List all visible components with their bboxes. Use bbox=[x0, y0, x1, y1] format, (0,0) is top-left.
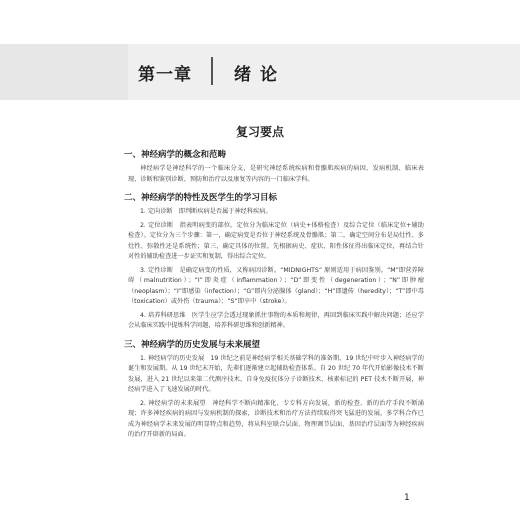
paragraph: 1. 神经病学的历史发展 19 世纪之前是神经病学相关基础学科的准备期，19 世纪中叶步入神经病学的诞生和发展期。从 19 世纪末开始，先辈们逐渐建立起辅助检查体系。自 20 世纪 70 年代开始影像技术不断发展，进入 21 世纪以来第二代测序技术、自身免疫抗体分子诊断技术、核素标记的 PET 技术不断开展，神经病学进入了飞速发展的时代。 bbox=[128, 354, 424, 393]
page-content bbox=[124, 142, 424, 444]
paragraph: 1. 定向诊断 即判断疾病是否属于神经科疾病。 bbox=[140, 208, 272, 215]
chapter-divider bbox=[211, 57, 213, 85]
section-heading: 二、神经病学的特性及医学生的学习目标 bbox=[124, 193, 278, 203]
banner-accent bbox=[0, 44, 128, 100]
paragraph: 神经病学是神经科学的一个临床分支，是研究神经系统疾病和骨骼肌疾病的病因、发病机制、临床表现、诊断和鉴别诊断、预防和治疗以及康复等内容的一门临床学科。 bbox=[128, 165, 424, 183]
section-heading: 一、神经病学的概念和范畴 bbox=[124, 150, 227, 160]
chapter-title: 绪论 bbox=[234, 65, 286, 85]
chapter-label: 第一章 bbox=[138, 65, 192, 85]
paragraph: 2. 神经病学的未来展望 神经科学不断向精准化、专专科方向发展，新的检查、新的治疗手段不断涌现；许多神经疾病的病因与发病机制的探索，诊断技术和治疗方法持续取得突飞猛进的发展，多学科合作已成为神经病学未来发展的明显特点和趋势，将从科室联合层面、物理调节层面、基因治疗层面等为神经疾病的治疗开辟新的局面。 bbox=[128, 399, 424, 438]
paragraph: 4. 培养科研思维 医学生应学会透过现象抓住事物的本质和规律，再回到临床实践中解决问题；还应学会从临床实践中提炼科学问题，培养科研思维和创新精神。 bbox=[128, 311, 424, 329]
section-heading: 三、神经病学的历史发展与未来展望 bbox=[124, 339, 261, 350]
paragraph: 3. 定性诊断 是确定病变的性质，又称病因诊断。“MIDNIGHTS” 原则适用于病因鉴别。“M”即营养障碍（malnutrition）；“I”即炎症（inflammation）；“D”即变性（degeneration）；“N”即肿瘤（neoplasm）；“I”即感染（infection）；“G”即内分泌腺体（gland）；“H”即遗传（heredity）；“T”即中毒（toxication）或外伤（trauma）；“S”即卒中（stroke）。 bbox=[128, 266, 424, 305]
paragraph: 2. 定位诊断 指表明病变的部位。定位分为临床定位（病史+体格检查）及综合定位（临床定位+辅助检查）。定位分为三个步骤：第一，确定病变是否位于神经系统及骨骼肌；第二，确定空间分布是局灶性、多灶性、弥散性还是系统性；第三，确定具体的位置。先根据病史、症状、阳性体征得出临床定位，再结合针对性的辅助检查进一步证实和复制，得出综合定位。 bbox=[128, 221, 424, 260]
review-title: 复习要点 bbox=[235, 125, 284, 139]
page-number: 1 bbox=[404, 493, 410, 503]
